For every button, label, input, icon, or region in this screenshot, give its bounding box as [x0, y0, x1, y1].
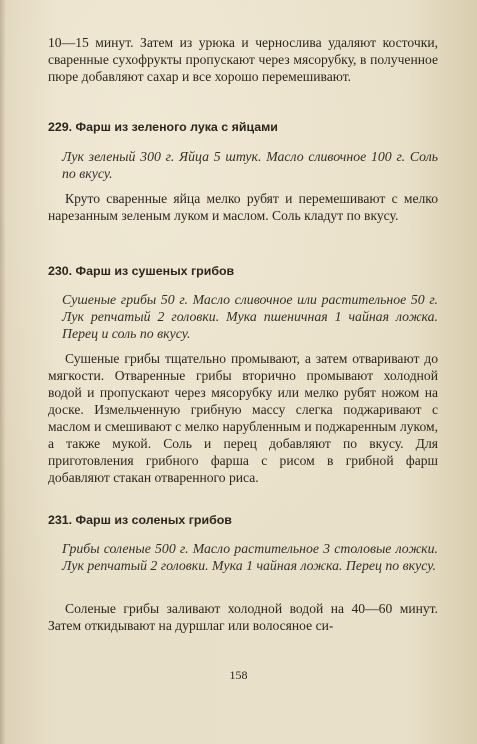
- recipe-229: [48, 119, 438, 135]
- recipe-method: Круто сваренные яйца мелко рубят и перемешивают с мелко нарезанным зеленым луком и маслом. Соль кладут по вкусу.: [48, 191, 438, 223]
- recipe-heading: 230. Фарш из сушеных грибов: [48, 264, 235, 278]
- recipe-ingredients: Лук зеленый 300 г. Яйца 5 штук. Масло сливочное 100 г. Соль по вкусу.: [62, 149, 438, 181]
- recipe-heading: 229. Фарш из зеленого лука с яйцами: [48, 120, 278, 134]
- recipe-231: [48, 512, 438, 528]
- recipe-method: Соленые грибы заливают холодной водой на 40—60 минут. Затем откидывают на дуршлаг или волосяное си-: [48, 601, 438, 633]
- recipe-231-method-block: [48, 600, 438, 634]
- recipe-231-ingredients-block: [48, 540, 438, 574]
- recipe-229-method-block: [48, 190, 438, 224]
- recipe-230-ingredients-block: [48, 291, 438, 342]
- page-number: 158: [229, 668, 248, 682]
- recipe-ingredients: Грибы соленые 500 г. Масло растительное 3 столовые ложки. Лук репчатый 2 головки. Мука 1 чайная ложка. Перец по вкусу.: [62, 541, 438, 573]
- intro-section: [48, 34, 438, 85]
- recipe-229-ingredients-block: [48, 148, 438, 182]
- recipe-ingredients: Сушеные грибы 50 г. Масло сливочное или растительное 50 г. Лук репчатый 2 головки. Мука пшеничная 1 чайная ложка. Перец и соль по вкусу.: [62, 292, 438, 341]
- intro-paragraph: 10—15 минут. Затем из урюка и чернослива удаляют косточки, сваренные сухофрукты пропускают через мясорубку, в полученное пюре добавляют сахар и все хорошо перемешивают.: [48, 35, 438, 84]
- recipe-method: Сушеные грибы тщательно промывают, а затем отваривают до мягкости. Отваренные грибы вторично промывают холодной водой и пропускают через мясорубку или мелко рубят ножом на доске. Измельченную грибную массу слегка поджаривают с маслом и смешивают с мелко нарубленным и поджаренным луком, а также мукой. Соль и перец добавляют по вкусу. Для приготовления грибного фарша с рисом в грибной фарш добавляют стакан отваренного риса.: [48, 351, 438, 485]
- recipe-230: [48, 263, 438, 279]
- recipe-heading: 231. Фарш из соленых грибов: [48, 513, 232, 527]
- recipe-230-method-block: [48, 350, 438, 486]
